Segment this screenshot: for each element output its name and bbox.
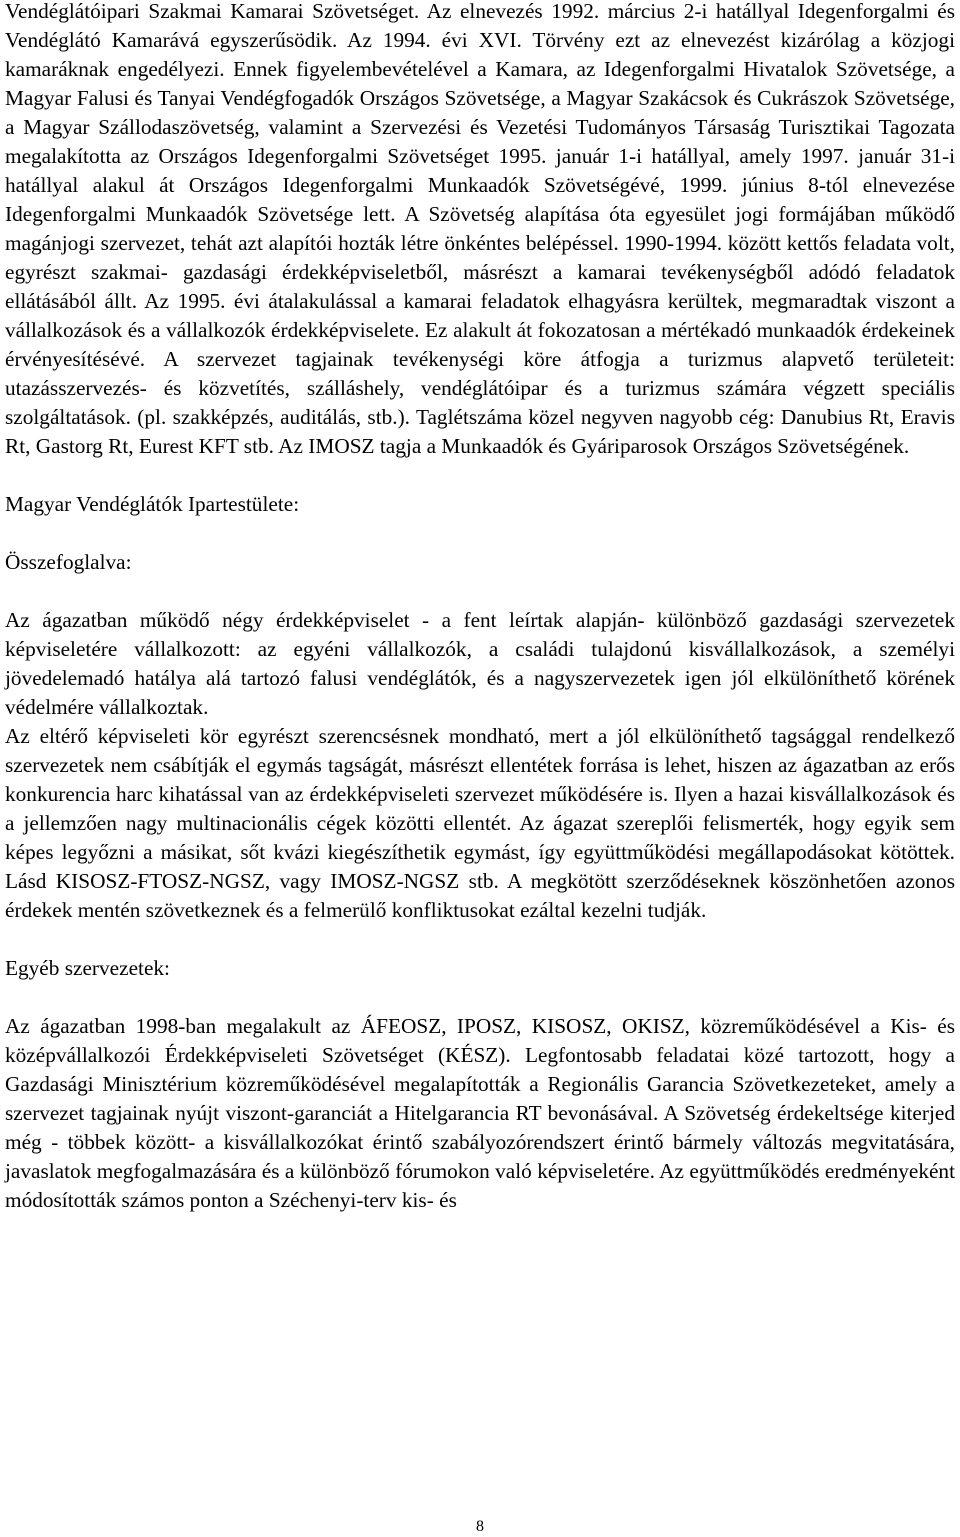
paragraph-summary-1: Az ágazatban működő négy érdekképviselet - a fent leírtak alapján- különböző gazdasági szervezetek képviseletére vállalkozott: az egyéni vállalkozók, a családi tulajdonú kisvállalkozások, a személyi jövedelemadó hatálya alá tartozó falusi vendéglátók, és a nagyszervezetek igen jól elkülöníthető körének védelmére vállalkoztak. [5,608,955,719]
paragraph-other-organizations: Az ágazatban 1998-ban megalakult az ÁFEOSZ, IPOSZ, KISOSZ, OKISZ, közreműködésével a Kis- és középvállalkozói Érdekképviseleti Szövetséget (KÉSZ). Legfontosabb feladatai közé tartozott, hogy a Gazdasági Minisztérium közreműködésével megalapították a Regionális Garancia Szövetkezeteket, amely a szervezet tagjainak nyújt viszont-garanciát a Hitelgarancia RT bevonásával. A Szövetség érdekeltsége kiterjed még - többek között- a kisvállalkozókat érintő szabályozórendszert érintő bármely változás megvitatására, javaslatok megfogalmazására és a különböző fórumokon való képviseletére. Az együttműködés eredményeként módosították számos ponton a Széchenyi-terv kis- és [5,1014,955,1212]
page-number: 8 [476,1518,484,1535]
heading-guild: Magyar Vendéglátók Ipartestülete: [5,492,300,516]
heading-other-organizations: Egyéb szervezetek: [5,956,170,980]
paragraph-intro: Vendéglátóipari Szakmai Kamarai Szövetséget. Az elnevezés 1992. március 2-i hatállyal Idegenforgalmi és Vendéglátó Kamarává egyszerűsödik. Az 1994. évi XVI. Törvény ezt az elnevezést kizárólag a közjogi kamaráknak engedélyezi. Ennek figyelembevételével a Kamara, az Idegenforgalmi Hivatalok Szövetsége, a Magyar Falusi és Tanyai Vendégfogadók Országos Szövetsége, a Magyar Szakácsok és Cukrászok Szövetsége, a Magyar Szállodaszövetség, valamint a Szervezési és Vezetési Tudományos Társaság Turisztikai Tagozata megalakította az Országos Idegenforgalmi Szövetséget 1995. január 1-i hatállyal, amely 1997. január 31-i hatállyal alakul át Országos Idegenforgalmi Munkaadók Szövetségévé, 1999. június 8-tól elnevezése Idegenforgalmi Munkaadók Szövetsége lett. A Szövetség alapítása óta egyesület jogi formájában működő magánjogi szervezet, tehát azt alapítói hozták létre önkéntes belépéssel. 1990-1994. között kettős feladata volt, egyrészt szakmai- gazdasági érdekképviseletből, másrészt a kamarai tevékenységből adódó feladatok ellátásából állt. Az 1995. évi átalakulással a kamarai feladatok elhagyásra kerültek, megmaradtak viszont a vállalkozások és a vállalkozók érdekképviselete. Ez alakult át fokozatosan a mértékadó munkaadók érdekeinek érvényesítésévé. A szervezet tagjainak tevékenységi köre átfogja a turizmus alapvető területeit: utazásszervezés- és közvetítés, szálláshely, vendéglátóipar és a turizmus számára végzett speciális szolgáltatások. (pl. szakképzés, auditálás, stb.). Taglétszáma közel negyven nagyobb cég: Danubius Rt, Eravis Rt, Gastorg Rt, Eurest KFT stb. Az IMOSZ tagja a Munkaadók és Gyáriparosok Országos Szövetségének. [5,0,955,458]
heading-summary: Összefoglalva: [5,550,132,574]
paragraph-summary-2: Az eltérő képviseleti kör egyrészt szerencsésnek mondható, mert a jól elkülöníthető tagsággal rendelkező szervezetek nem csábítják el egymás tagságát, másrészt ellentétek forrása is lehet, hiszen az ágazatban az erős konkurencia harc kihatással van az érdekképviseleti szervezet működésére is. Ilyen a hazai kisvállalkozások és a jellemzően nagy multinacionális cégek közötti ellentét. Az ágazat szereplői felismerték, hogy egyik sem képes legyőzni a másikat, sőt kvázi kiegészíthetik egymást, így együttműködési megállapodásokat kötöttek. Lásd KISOSZ-FTOSZ-NGSZ, vagy IMOSZ-NGSZ stb. A megkötött szerződéseknek köszönhetően azonos érdekek mentén szövetkeznek és a felmerülő konfliktusokat ezáltal kezelni tudják. [5,724,955,922]
document-page [5,0,955,1215]
